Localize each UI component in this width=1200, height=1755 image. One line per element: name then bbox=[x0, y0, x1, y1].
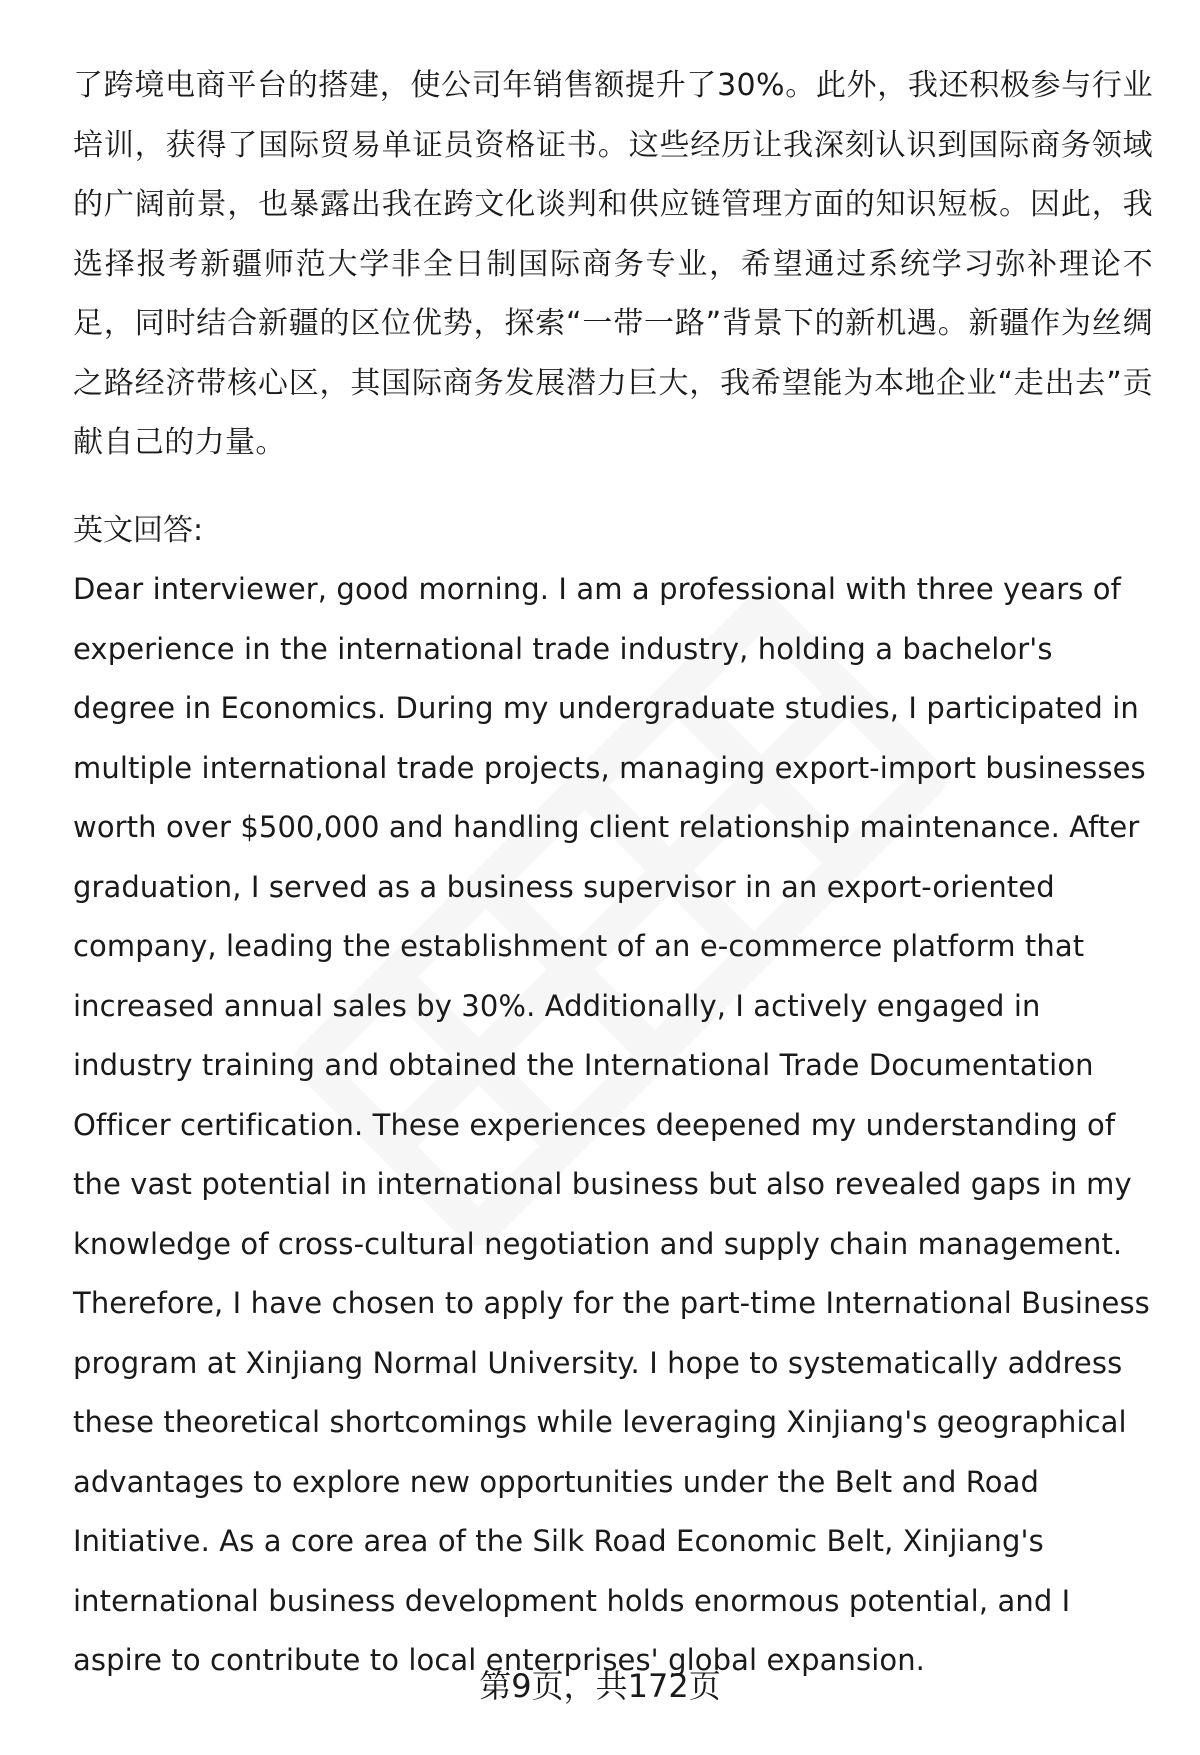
page-number-footer: 第9页，共172页 bbox=[479, 1667, 721, 1705]
english-answer-label: 英文回答: bbox=[73, 512, 204, 548]
page-body bbox=[73, 56, 1153, 1691]
english-answer-paragraph: Dear interviewer, good morning. I am a professional with three years of experience in the international trade industry, holding a bachelor's degree in Economics. During my undergraduate studies, I participated in multiple international trade projects, managing export-import businesses worth over $500,000 and handling client relationship maintenance. After graduation, I served as a business supervisor in an export-oriented company, leading the establishment of an e-commerce platform that increased annual sales by 30%. Additionally, I actively engaged in industry training and obtained the International Trade Documentation Officer certification. These experiences deepened my understanding of the vast potential in international business but also revealed gaps in my knowledge of cross-cultural negotiation and supply chain management. Therefore, I have chosen to apply for the part-time International Business program at Xinjiang Normal University. I hope to systematically address these theoretical shortcomings while leveraging Xinjiang's geographical advantages to explore new opportunities under the Belt and Road Initiative. As a core area of the Silk Road Economic Belt, Xinjiang's international business development holds enormous potential, and I aspire to contribute to local enterprises' global expansion. bbox=[73, 572, 1150, 1677]
chinese-answer-paragraph: 了跨境电商平台的搭建，使公司年销售额提升了30%。此外，我还积极参与行业培训，获得了国际贸易单证员资格证书。这些经历让我深刻认识到国际商务领域的广阔前景，也暴露出我在跨文化谈判和供应链管理方面的知识短板。因此，我选择报考新疆师范大学非全日制国际商务专业，希望通过系统学习弥补理论不足，同时结合新疆的区位优势，探索“一带一路”背景下的新机遇。新疆作为丝绸之路经济带核心区，其国际商务发展潜力巨大，我希望能为本地企业“走出去”贡献自己的力量。 bbox=[73, 68, 1153, 460]
